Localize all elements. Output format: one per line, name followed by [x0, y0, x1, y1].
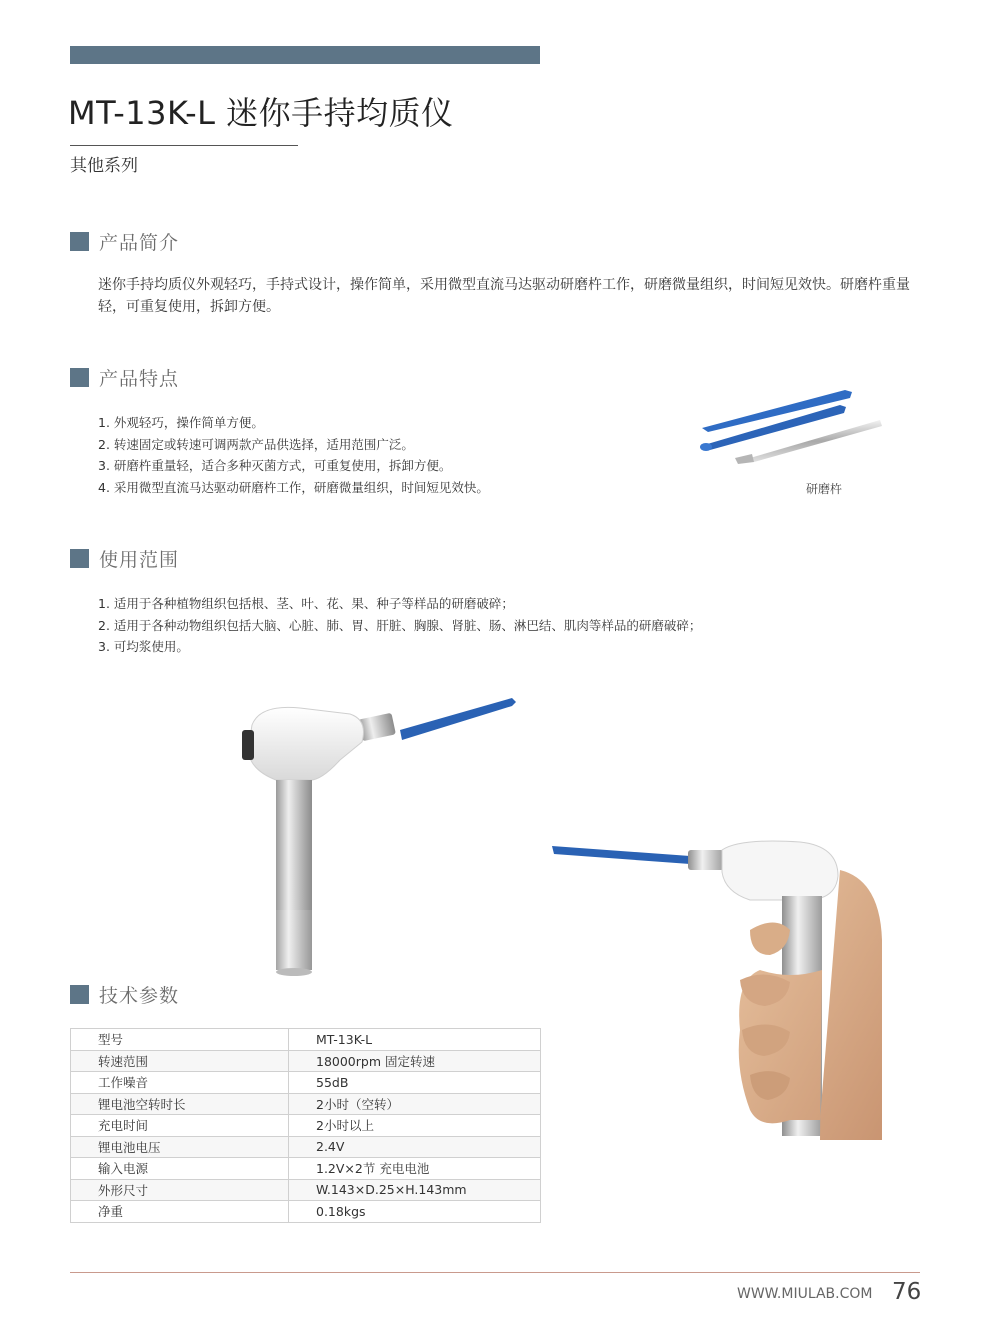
- spec-label: 锂电池电压: [71, 1136, 289, 1158]
- list-item: 4. 采用微型直流马达驱动研磨杵工作，研磨微量组织，时间短见效快。: [98, 479, 489, 495]
- spec-value: 2小时（空转）: [289, 1093, 541, 1115]
- table-row: [71, 1050, 541, 1072]
- section-title: 技术参数: [99, 984, 180, 1007]
- spec-value: 2.4V: [289, 1136, 541, 1158]
- spec-value: MT-13K-L: [289, 1029, 541, 1051]
- spec-label: 充电时间: [71, 1115, 289, 1137]
- intro-paragraph: 迷你手持均质仪外观轻巧，手持式设计，操作简单，采用微型直流马达驱动研磨杵工作，研磨微量组织，时间短见效快。研磨杵重量轻，可重复使用，拆卸方便。: [98, 277, 910, 315]
- header-accent-bar: [70, 46, 540, 64]
- product-image-front: [230, 690, 530, 990]
- spec-value: 1.2V×2节 充电电池: [289, 1158, 541, 1180]
- spec-label: 转速范围: [71, 1050, 289, 1072]
- pestle-image: [690, 380, 890, 470]
- table-row: [71, 1136, 541, 1158]
- footer-rule: [70, 1272, 920, 1273]
- spec-label: 净重: [71, 1201, 289, 1223]
- spec-table: [70, 1028, 541, 1223]
- title-underline: [70, 145, 298, 146]
- section-heading-usage: [70, 547, 179, 569]
- pestle-caption: 研磨杵: [806, 482, 843, 496]
- table-row: [71, 1029, 541, 1051]
- section-marker-icon: [70, 549, 89, 568]
- section-title: 产品特点: [99, 367, 180, 390]
- table-row: [71, 1158, 541, 1180]
- section-heading-features: [70, 366, 179, 388]
- list-item: 1. 适用于各种植物组织包括根、茎、叶、花、果、种子等样品的研磨破碎；: [98, 596, 514, 611]
- list-item: 3. 可均浆使用。: [98, 639, 189, 654]
- series-label: 其他系列: [70, 156, 138, 176]
- table-row: [71, 1179, 541, 1201]
- section-title: 产品简介: [99, 231, 180, 254]
- spec-label: 输入电源: [71, 1158, 289, 1180]
- footer-url[interactable]: WWW.MIULAB.COM: [737, 1286, 873, 1302]
- table-row: [71, 1115, 541, 1137]
- spec-label: 工作噪音: [71, 1072, 289, 1094]
- section-heading-intro: [70, 230, 179, 252]
- list-item: 1. 外观轻巧，操作简单方便。: [98, 415, 264, 430]
- spec-value: 55dB: [289, 1072, 541, 1094]
- list-item: 2. 转速固定或转速可调两款产品供选择，适用范围广泛。: [98, 436, 414, 452]
- usage-list: [98, 593, 701, 658]
- spec-value: 0.18kgs: [289, 1201, 541, 1223]
- page-number: 76: [892, 1279, 922, 1305]
- section-heading-specs: [70, 983, 179, 1005]
- spec-value: 2小时以上: [289, 1115, 541, 1137]
- list-item: 2. 适用于各种动物组织包括大脑、心脏、肺、胃、肝脏、胸腺、肾脏、肠、淋巴结、肌肉等样品的研磨破碎；: [98, 617, 702, 633]
- spec-label: 外形尺寸: [71, 1179, 289, 1201]
- table-row: [71, 1093, 541, 1115]
- section-marker-icon: [70, 232, 89, 251]
- spec-value: 18000rpm 固定转速: [289, 1050, 541, 1072]
- section-title: 使用范围: [99, 548, 180, 571]
- product-image-hand: [550, 820, 885, 1150]
- section-marker-icon: [70, 368, 89, 387]
- section-marker-icon: [70, 985, 89, 1004]
- list-item: 3. 研磨杵重量轻，适合多种灭菌方式，可重复使用，拆卸方便。: [98, 458, 452, 473]
- spec-label: 型号: [71, 1029, 289, 1051]
- page-title: MT-13K-L 迷你手持均质仪: [68, 94, 454, 132]
- spec-value: W.143×D.25×H.143mm: [289, 1179, 541, 1201]
- table-row: [71, 1072, 541, 1094]
- table-row: [71, 1201, 541, 1223]
- features-list: [98, 412, 489, 498]
- spec-label: 锂电池空转时长: [71, 1093, 289, 1115]
